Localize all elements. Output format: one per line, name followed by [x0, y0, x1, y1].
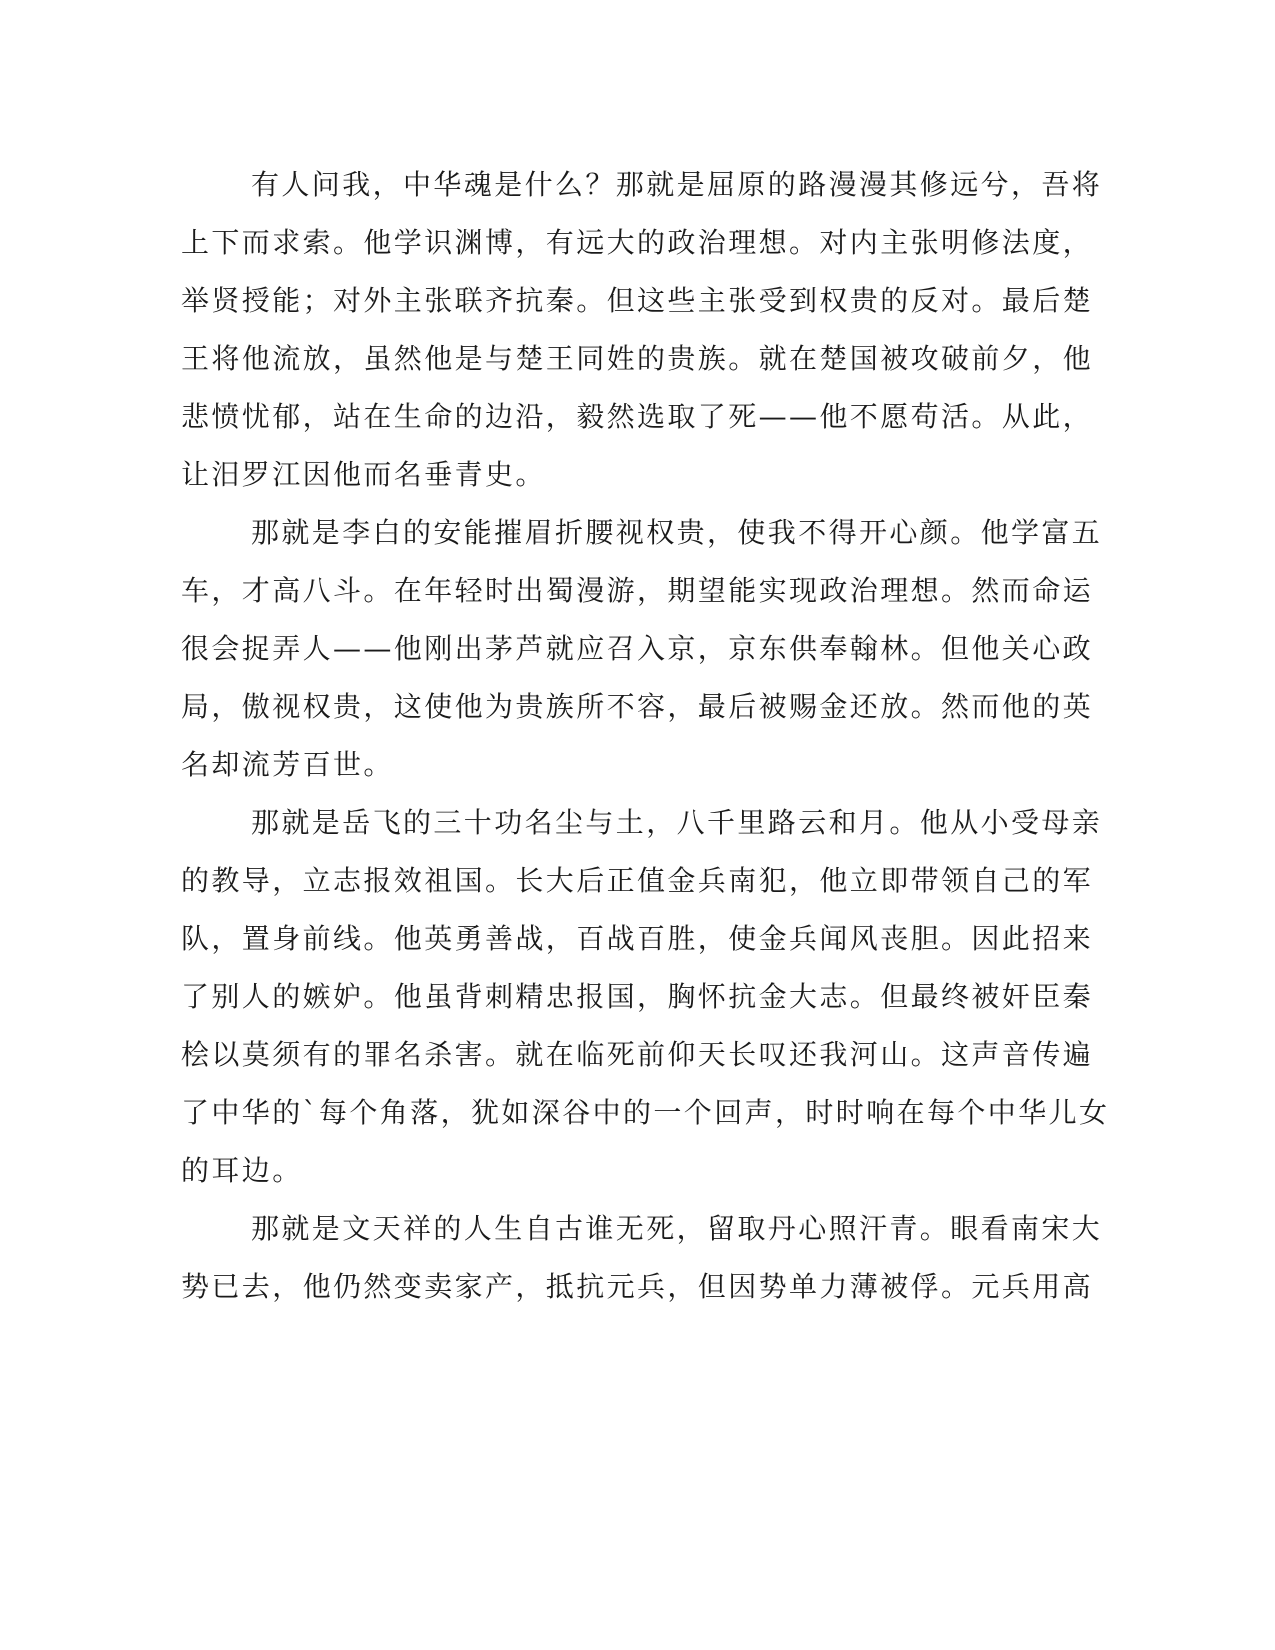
text-line: 很会捉弄人——他刚出茅芦就应召入京，京东供奉翰林。但他关心政 — [181, 632, 1094, 665]
text-line: 了中华的`每个角落，犹如深谷中的一个回声，时时响在每个中华儿女 — [181, 1096, 1110, 1129]
text-line: 悲愤忧郁，站在生命的边沿，毅然选取了死——他不愿苟活。从此， — [181, 400, 1094, 433]
text-line: 的耳边。 — [181, 1154, 303, 1187]
text-line: 桧以莫须有的罪名杀害。就在临死前仰天长叹还我河山。这声音传遍 — [181, 1038, 1094, 1071]
text-line: 让汨罗江因他而名垂青史。 — [181, 458, 546, 491]
paragraph-3 — [181, 794, 1110, 1200]
text-line: 那就是文天祥的人生自古谁无死，留取丹心照汗青。眼看南宋大 — [251, 1212, 1103, 1245]
text-line: 队，置身前线。他英勇善战，百战百胜，使金兵闻风丧胆。因此招来 — [181, 922, 1094, 955]
text-line: 有人问我，中华魂是什么？那就是屈原的路漫漫其修远兮，吾将 — [251, 168, 1103, 201]
text-line: 那就是李白的安能摧眉折腰视权贵，使我不得开心颜。他学富五 — [251, 516, 1103, 549]
text-line: 的教导，立志报效祖国。长大后正值金兵南犯，他立即带领自己的军 — [181, 864, 1094, 897]
text-line: 那就是岳飞的三十功名尘与土，八千里路云和月。他从小受母亲 — [251, 806, 1103, 839]
text-line: 王将他流放，虽然他是与楚王同姓的贵族。就在楚国被攻破前夕，他 — [181, 342, 1094, 375]
paragraph-1 — [181, 156, 1103, 504]
text-line: 车，才高八斗。在年轻时出蜀漫游，期望能实现政治理想。然而命运 — [181, 574, 1094, 607]
text-line: 举贤授能；对外主张联齐抗秦。但这些主张受到权贵的反对。最后楚 — [181, 284, 1094, 317]
text-line: 上下而求索。他学识渊博，有远大的政治理想。对内主张明修法度， — [181, 226, 1094, 259]
text-line: 势已去，他仍然变卖家产，抵抗元兵，但因势单力薄被俘。元兵用高 — [181, 1270, 1094, 1303]
text-line: 局，傲视权贵，这使他为贵族所不容，最后被赐金还放。然而他的英 — [181, 690, 1094, 723]
document-body — [181, 156, 1110, 1316]
text-line: 了别人的嫉妒。他虽背刺精忠报国，胸怀抗金大志。但最终被奸臣秦 — [181, 980, 1094, 1013]
paragraph-4 — [181, 1200, 1103, 1316]
paragraph-2 — [181, 504, 1103, 794]
text-line: 名却流芳百世。 — [181, 748, 394, 781]
